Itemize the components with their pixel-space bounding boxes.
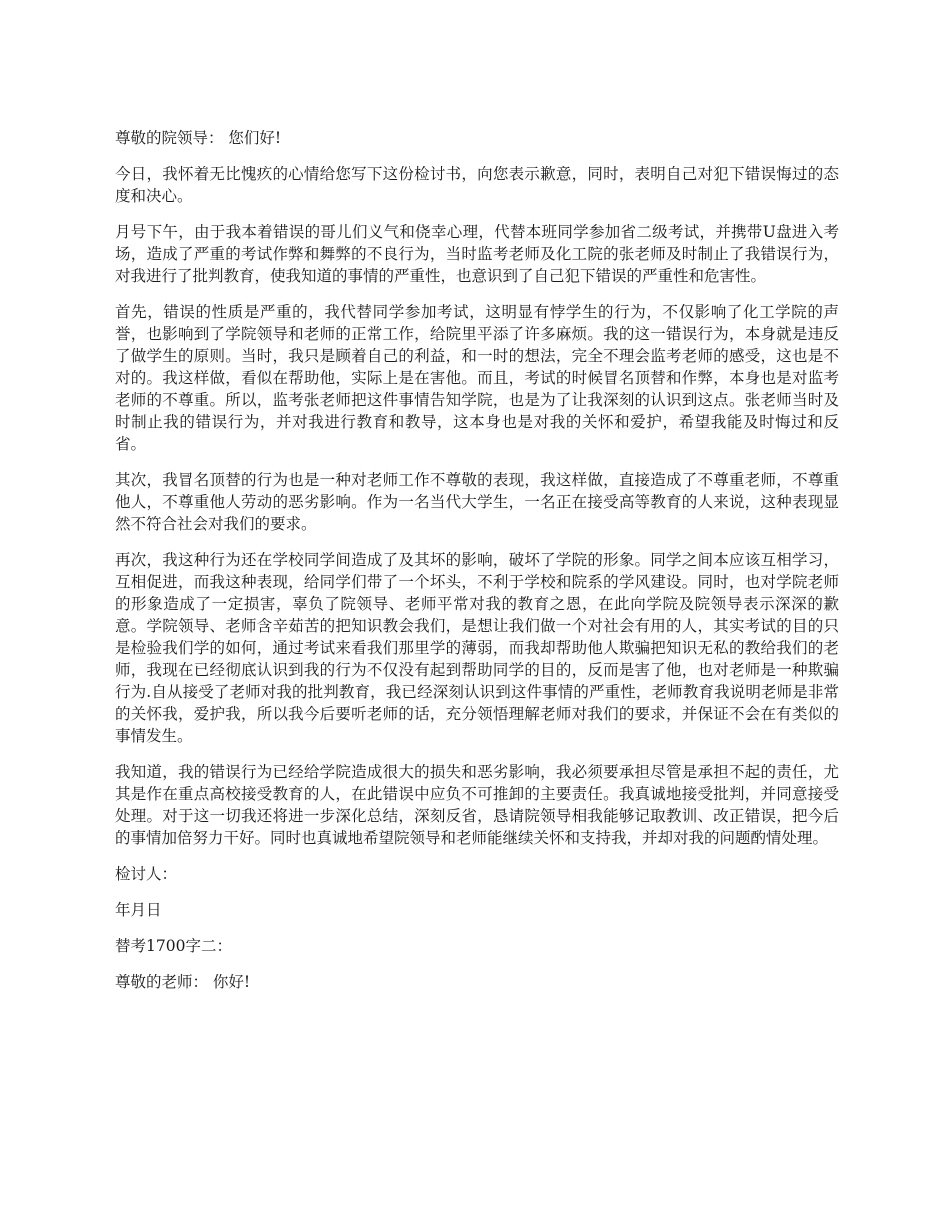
salutation: 尊敬的院领导： 您们好! [115, 129, 282, 147]
second-salutation: 尊敬的老师： 你好! [115, 973, 251, 991]
paragraph-first: 首先，错误的性质是严重的，我代替同学参加考试，这明显有悖学生的行为，不仅影响了化工学院的声誉，也影响到了学院领导和老师的正常工作，给院里平添了许多麻烦。我的这一错误行为，本身就是违反了做学生的原则。当时，我只是顾着自己的利益，和一时的想法，完全不理会监考老师的感受，这也是不对的。我这样做，看似在帮助他，实际上是在害他。而且，考试的时候冒名顶替和作弊，本身也是对监考老师的不尊重。所以，监考张老师把这件事情告知学院，也是为了让我深刻的认识到这点。张老师当时及时制止我的错误行为，并对我进行教育和教导，这本身也是对我的关怀和爱护，希望我能及时悔过和反省。 [115, 303, 839, 453]
signature-label: 检讨人： [115, 865, 178, 883]
paragraph-conclusion: 我知道，我的错误行为已经给学院造成很大的损失和恶劣影响，我必须要承担尽管是承担不起的责任，尤其是作在重点高校接受教育的人，在此错误中应负不可推卸的主要责任。我真诚地接受批判，并同意接受处理。对于这一切我还将进一步深化总结，深刻反省，恳请院领导相我能够记取教训、改正错误，把今后的事情加倍努力干好。同时也真诚地希望院领导和老师能继续关怀和支持我，并却对我的问题酌情处理。 [115, 763, 839, 847]
paragraph-incident: 月号下午，由于我本着错误的哥儿们义气和侥幸心理，代替本班同学参加省二级考试，并携带U盘进入考场，造成了严重的考试作弊和舞弊的不良行为，当时监考老师及化工院的张老师及时制止了我错误行为，对我进行了批判教育，使我知道的事情的严重性，也意识到了自己犯下错误的严重性和危害性。 [115, 223, 839, 285]
document-body [115, 127, 839, 1007]
paragraph-third: 再次，我这种行为还在学校同学间造成了及其坏的影响，破坏了学院的形象。同学之间本应该互相学习，互相促进，而我这种表现，给同学们带了一个坏头，不利于学校和院系的学风建设。同时，也对学院老师的形象造成了一定损害，辜负了院领导、老师平常对我的教育之恩，在此向学院及院领导表示深深的歉意。学院领导、老师含辛茹苦的把知识教会我们，是想让我们做一个对社会有用的人，其实考试的目的只是检验我们学的如何，通过考试来看我们那里学的薄弱，而我却帮助他人欺骗把知识无私的教给我们的老师，我现在已经彻底认识到我的行为不仅没有起到帮助同学的目的，反而是害了他，也对老师是一种欺骗行为.自从接受了老师对我的批判教育，我已经深刻认识到这件事情的严重性，老师教育我说明老师是非常的关怀我，爱护我，所以我今后要听老师的话，充分领悟理解老师对我们的要求，并保证不会在有类似的事情发生。 [115, 551, 839, 745]
paragraph-second: 其次，我冒名顶替的行为也是一种对老师工作不尊敬的表现，我这样做，直接造成了不尊重老师，不尊重他人，不尊重他人劳动的恶劣影响。作为一名当代大学生，一名正在接受高等教育的人来说，这种表现显然不符合社会对我们的要求。 [115, 471, 839, 533]
section-heading: 替考1700字二： [115, 937, 232, 955]
paragraph-intro: 今日，我怀着无比愧疚的心情给您写下这份检讨书，向您表示歉意，同时，表明自己对犯下错误悔过的态度和决心。 [115, 165, 839, 205]
date-label: 年月日 [115, 901, 162, 919]
